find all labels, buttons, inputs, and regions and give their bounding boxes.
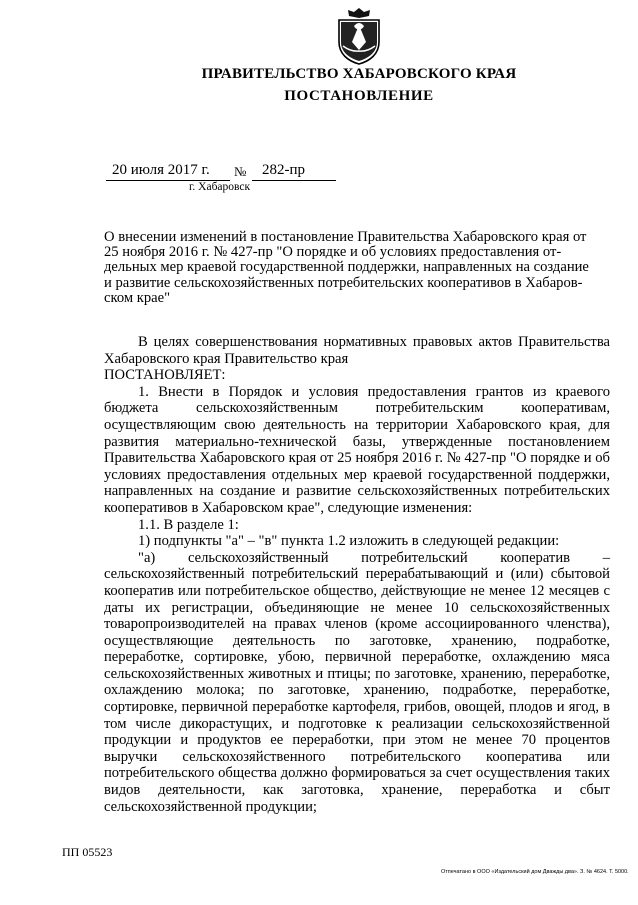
- document-code: ПП 05523: [62, 845, 113, 859]
- resolves-word: ПОСТАНОВЛЯЕТ:: [104, 367, 226, 384]
- title-line: 25 ноября 2016 г. № 427-пр "О порядке и об условиях предоставления от-: [104, 244, 562, 261]
- paragraph-subitem-1: 1) подпункты "а" – "в" пункта 1.2 изложить в следующей редакции:: [138, 533, 560, 550]
- title-line: и развитие сельскохозяйственных потребительских кооперативов в Хабаров-: [104, 274, 583, 291]
- print-note: Отпечатано в ООО «Издательский дом Дважды два». З. № 4624. Т. 5000.: [441, 869, 629, 875]
- document-title: [104, 230, 610, 306]
- document-type-heading: ПОСТАНОВЛЕНИЕ: [284, 88, 434, 104]
- document-date: 20 июля 2017 г.: [112, 162, 210, 178]
- title-line: ском крае": [104, 289, 171, 306]
- number-sign: №: [234, 164, 247, 179]
- preamble-paragraph: В целях совершенствования нормативных правовых актов Правительства Хабаровского края Правительство края: [104, 334, 610, 367]
- coat-of-arms-emblem: [334, 6, 384, 66]
- government-heading: ПРАВИТЕЛЬСТВО ХАБАРОВСКОГО КРАЯ: [201, 66, 517, 82]
- document-number: 282-пр: [262, 162, 306, 178]
- title-line: дельных мер краевой государственной поддержки, направленных на создание: [104, 259, 589, 276]
- document-body: [104, 334, 610, 815]
- paragraph-1-1: 1.1. В разделе 1:: [138, 516, 239, 533]
- title-line: О внесении изменений в постановление Правительства Хабаровского края от: [104, 229, 587, 245]
- paragraph-1: 1. Внести в Порядок и условия предоставления грантов из краевого бюджета сельскохозяйственным потребительским кооперативам, осуществляющим свою деятельность на территории Хабаровского края, для развития материально-технической базы, утвержденные постановлением Правительства Хабаровского края от 25 ноября 2016 г. № 427-пр "О порядке и об условиях предоставления отдельных мер краевой государственной поддержки, направленных на создание и развитие сельскохозяйственных потребительских кооперативов в Хабаровском крае", следующие изменения:: [104, 383, 610, 516]
- number-underline: [252, 180, 336, 181]
- city-name: г. Хабаровск: [189, 181, 251, 193]
- paragraph-subitem-a: "а) сельскохозяйственный потребительский кооператив – сельскохозяйственный потребительский перерабатывающий и (или) сбытовой кооператив или потребительское общество, действующие не менее 12 месяцев с даты их регистрации, объединяющие не менее 10 сельскохозяйственных товаропроизводителей на правах членов (кроме ассоциированного членства), осуществляющие деятельность по заготовке, хранению, подработке, переработке, сортировке, убою, первичной переработке, охлаждению мяса сельскохозяйственных животных и птицы; по заготовке, хранению, переработке, охлаждению молока; по заготовке, хранению, подработке, переработке, сортировке, первичной переработке картофеля, грибов, овощей, плодов и ягод, в том числе дикорастущих, и подготовке к реализации сельскохозяйственной продукции и продуктов ее переработки, при этом не менее 70 процентов выручки сельскохозяйственного потребительского кооператива или потребительского общества должно формироваться за счет осуществления таких видов деятельности, как заготовка, хранение, переработка и сбыт сельскохозяйственной продукции;: [104, 549, 610, 815]
